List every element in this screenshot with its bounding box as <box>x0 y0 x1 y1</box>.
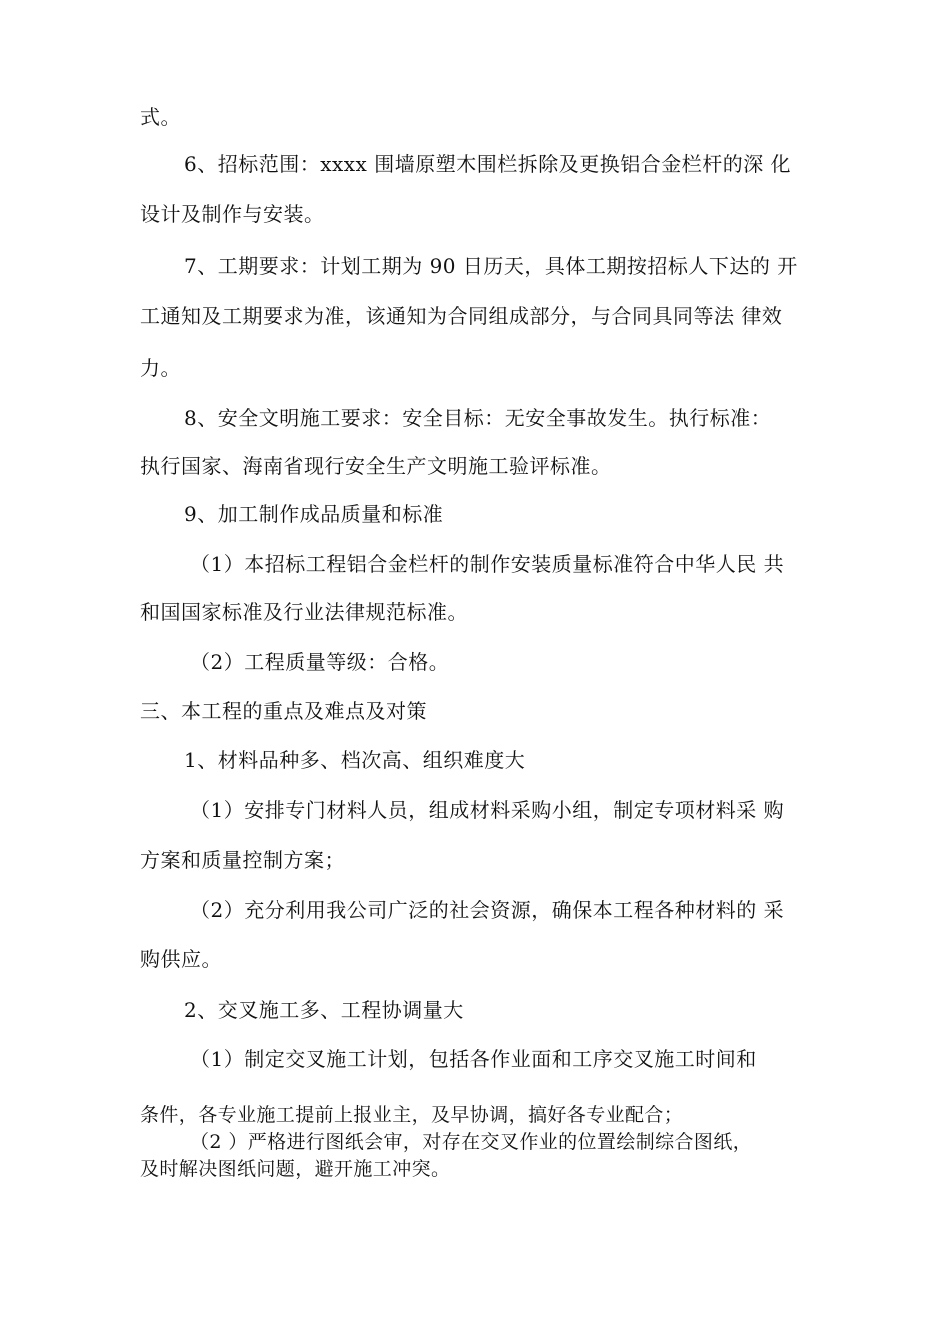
text-line: （1）安排专门材料人员，组成材料采购小组，制定专项材料采 购 <box>190 798 785 822</box>
text-line: 条件，各专业施工提前上报业主，及早协调，搞好各专业配合； <box>140 1104 684 1126</box>
text-line: 7、工期要求：计划工期为 90 日历天，具体工期按招标人下达的 开 <box>184 254 798 278</box>
text-line: 方案和质量控制方案； <box>140 848 345 872</box>
text-line: 执行国家、海南省现行安全生产文明施工验评标准。 <box>140 454 612 478</box>
text-line: （1）本招标工程铝合金栏杆的制作安装质量标准符合中华人民 共 <box>190 552 785 576</box>
text-line: 2、交叉施工多、工程协调量大 <box>184 998 464 1022</box>
text-line: 和国国家标准及行业法律规范标准。 <box>140 600 468 624</box>
text-line: 8、安全文明施工要求：安全目标：无安全事故发生。执行标准： <box>184 406 772 430</box>
text-line: 设计及制作与安装。 <box>140 202 325 226</box>
section-heading: 三、本工程的重点及难点及对策 <box>140 699 427 723</box>
text-line: （2）充分利用我公司广泛的社会资源，确保本工程各种材料的 采 <box>190 898 785 922</box>
text-line: 力。 <box>140 356 181 380</box>
text-line: （1）制定交叉施工计划，包括各作业面和工序交叉施工时间和 <box>190 1047 757 1071</box>
text-line: （2 ）严格进行图纸会审，对存在交叉作业的位置绘制综合图纸， <box>190 1131 753 1153</box>
text-line: 6、招标范围：xxxx 围墙原塑木围栏拆除及更换铝合金栏杆的深 化 <box>184 152 792 176</box>
text-line: （2）工程质量等级：合格。 <box>190 650 450 674</box>
text-line: 购供应。 <box>140 947 222 971</box>
text-line: 1、材料品种多、档次高、组织难度大 <box>184 748 526 772</box>
text-line: 式。 <box>140 105 181 129</box>
text-line: 及时解决图纸问题，避开施工冲突。 <box>140 1158 451 1180</box>
text-line: 工通知及工期要求为准，该通知为合同组成部分，与合同具同等法 律效 <box>140 304 783 328</box>
text-line: 9、加工制作成品质量和标准 <box>184 502 444 526</box>
